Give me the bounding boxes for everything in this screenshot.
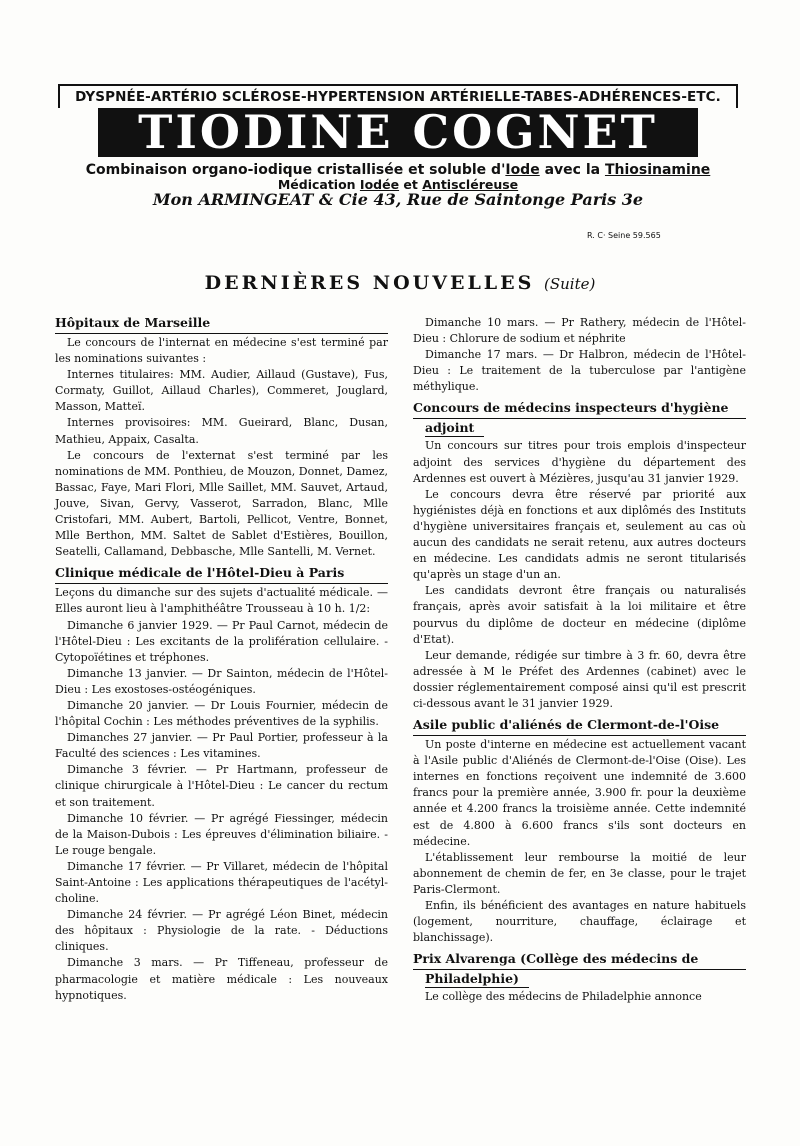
paragraph: Un poste d'interne en médecine est actuellement vacant à l'Asile public d'Aliénés de Clermont-de-l'Oise (Oise). Les internes en fonctions reçoivent une indemnité de 3.600 francs pour la première année, 3.900 fr. pour la deuxième année et 4.200 francs la troisième année. Cette indemnité est de 4.800 à 6.600 francs s'ils sont docteurs en médecine.	[413, 738, 746, 848]
paragraph: Dimanche 13 janvier. — Dr Sainton, médecin de l'Hôtel-Dieu : Les exostoses-ostéogéniques.	[55, 666, 388, 696]
paragraph: Dimanche 3 février. — Pr Hartmann, professeur de clinique chirurgicale à l'Hôtel-Dieu : Le cancer du rectum et son traitement.	[55, 763, 388, 809]
paragraph: Dimanche 3 mars. — Pr Tiffeneau, professeur de pharmacologie et matière médicale : Les nouveaux hypnotiques.	[55, 956, 388, 1002]
ad-address: Mon ARMINGEAT & Cie 43, Rue de Saintonge Paris 3e	[152, 190, 644, 209]
paragraph: Le collège des médecins de Philadelphie annonce	[425, 990, 702, 1004]
section-title-hopitaux-marseille: Hôpitaux de Marseille	[55, 315, 388, 334]
paragraph: Dimanche 10 mars. — Pr Rathery, médecin de l'Hôtel-Dieu : Chlorure de sodium et néphrite	[413, 316, 746, 346]
ad-description: Combinaison organo-iodique cristallisée et soluble d'Iode avec la Thiosinamine	[85, 162, 711, 178]
paragraph: Dimanche 20 janvier. — Dr Louis Fournier, médecin de l'hôpital Cochin : Les méthodes préventives de la syphilis.	[55, 698, 388, 729]
section-title-asile-clermont: Asile public d'aliénés de Clermont-de-l'Oise	[413, 717, 746, 736]
section-title-clinique-hotel-dieu: Clinique médicale de l'Hôtel-Dieu à Paris	[55, 565, 388, 584]
left-column	[55, 315, 388, 1004]
ad-medication: Médication Iodée et Antiscléreuse	[277, 177, 519, 192]
paragraph: Les candidats devront être français ou naturalisés français, après avoir satisfait à la loi militaire et être pourvus du diplôme de docteur en médecine (diplôme d'Etat).	[413, 584, 746, 646]
advertisement	[58, 84, 738, 219]
paragraph: L'établissement leur rembourse la moitié de leur abonnement de chemin de fer, en 3e classe, pour le trajet Paris-Clermont.	[413, 850, 746, 896]
page-title: DERNIÈRES NOUVELLES (Suite)	[204, 272, 596, 294]
paragraph: Dimanche 6 janvier 1929. — Pr Paul Carnot, médecin de l'Hôtel-Dieu : Les excitants de la prolifération cellulaire. - Cytopoïétines et tréphones.	[55, 618, 388, 664]
paragraph: Leur demande, rédigée sur timbre à 3 fr. 60, devra être adressée à M le Préfet des Ardennes (cabinet) avec le dossier réglementairement composé ainsi qu'il est prescrit ci-dessous avant le 31 janvier 1929.	[413, 648, 746, 710]
paragraph: Internes provisoires: MM. Gueirard, Blanc, Dusan, Mathieu, Appaix, Casalta.	[55, 416, 388, 446]
paragraph: Le concours de l'externat s'est terminé par les nominations de MM. Ponthieu, de Mouzon, Donnet, Damez, Bassac, Faye, Mari Flori, Mlle Saillet, MM. Sauvet, Artaud, Jouve, Sivan, Gervy, Vasserot, Sarradon, Blanc, Mlle Cristofari, MM. Aubert, Bartoli, Pellicot, Ventre, Bonnet, Mlle Berthon, MM. Saltet de Sablet d'Estières, Bouillon, Seatelli, Callamand, Debbasche, Mlle Santelli, M. Vernet.	[55, 448, 388, 559]
paragraph: Dimanche 17 mars. — Dr Halbron, médecin de l'Hôtel-Dieu : Le traitement de la tuberculose par l'antigène méthylique.	[413, 348, 746, 394]
section-title-concours-hygiene: Concours de médecins inspecteurs d'hygiène	[413, 400, 746, 419]
paragraph: Leçons du dimanche sur des sujets d'actualité médicale. — Elles auront lieu à l'amphithéâtre Trousseau à 10 h. 1/2:	[55, 586, 388, 616]
paragraph: Dimanche 17 février. — Pr Villaret, médecin de l'hôpital Saint-Antoine : Les applications thérapeutiques de l'acétyl-choline.	[55, 859, 388, 906]
paragraph: Le concours de l'internat en médecine s'est terminé par les nominations suivantes :	[55, 336, 388, 366]
paragraph: Dimanche 10 février. — Pr agrégé Fiessinger, médecin de la Maison-Dubois : Les épreuves d'élimination biliaire. - Le rouge bengale.	[55, 811, 388, 857]
section-title-prix-alvarenga: Prix Alvarenga (Collège des médecins de	[413, 951, 746, 970]
section-title-continuation: Philadelphie)	[413, 971, 746, 989]
paragraph: Internes titulaires: MM. Audier, Aillaud (Gustave), Fus, Cormaty, Guillot, Aillaud Charles), Commeret, Jouglard, Masson, Matteï.	[55, 368, 388, 414]
paragraph: Le concours devra être réservé par priorité aux hygiénistes déjà en fonctions et aux diplômés des Instituts d'hygiène universitaires français et, seulement au cas où aucun des candidats ne serait retenu, aux autres docteurs en médecine. Les candidats admis ne seront titularisés qu'après un stage d'un an.	[413, 487, 746, 582]
ad-indications: DYSPNÉE-ARTÉRIO SCLÉROSE-HYPERTENSION ARTÉRIELLE-TABES-ADHÉRENCES-ETC.	[58, 84, 738, 108]
page-title-suite: (Suite)	[544, 275, 596, 293]
paragraph: Un concours sur titres pour trois emplois d'inspecteur adjoint des services d'hygiène du département des Ardennes est ouvert à Mézières, jusqu'au 31 janvier 1929.	[413, 439, 746, 485]
paragraph: Dimanche 24 février. — Pr agrégé Léon Binet, médecin des hôpitaux : Physiologie de la rate. - Déductions cliniques.	[55, 908, 388, 954]
right-column	[413, 315, 746, 1005]
registration-number: R. C· Seine 59.565	[587, 231, 661, 240]
paragraph: Enfin, ils bénéficient des avantages en nature habituels (logement, nourriture, chauffage, éclairage et blanchissage).	[413, 899, 746, 945]
paragraph: Dimanches 27 janvier. — Pr Paul Portier, professeur à la Faculté des sciences : Les vitamines.	[55, 731, 388, 761]
section-title-continuation: adjoint	[413, 420, 746, 438]
ad-brand-name: TIODINE COGNET	[98, 108, 698, 157]
